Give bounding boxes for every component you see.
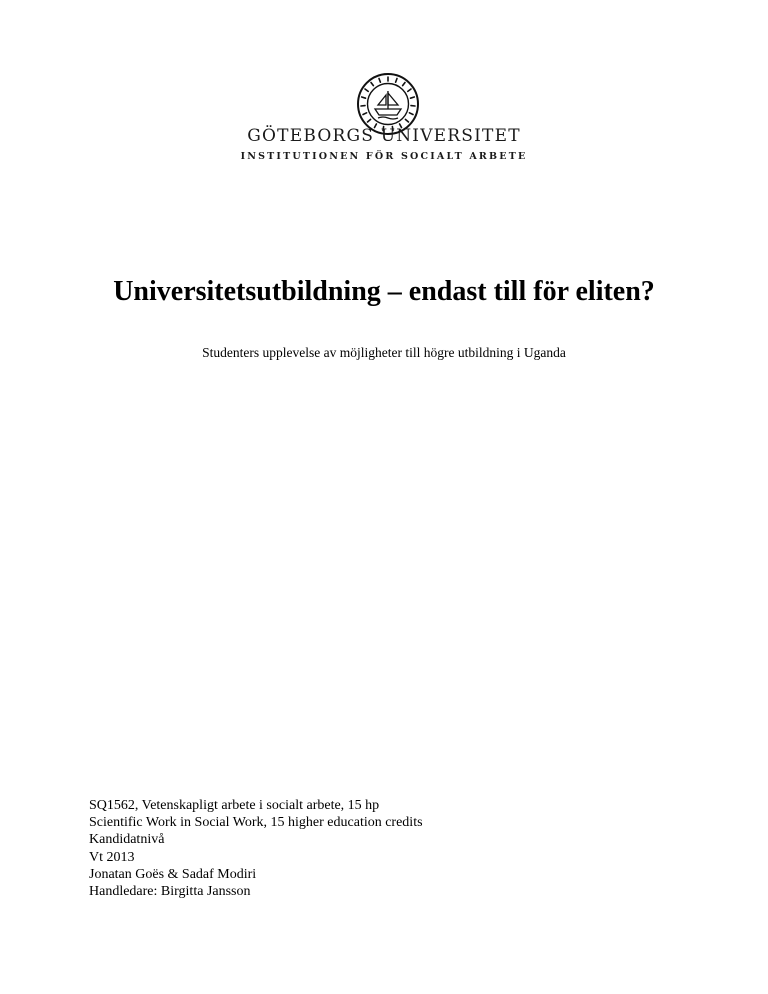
- supervisor-line: Handledare: Birgitta Jansson: [89, 884, 251, 900]
- thesis-title: Universitetsutbildning – endast till för eliten?: [113, 276, 655, 307]
- thesis-metadata: [89, 797, 423, 900]
- institution-name: INSTITUTIONEN FÖR SOCIALT ARBETE: [240, 151, 528, 162]
- term-line: Vt 2013: [89, 849, 135, 865]
- course-code-line: SQ1562, Vetenskapligt arbete i socialt arbete, 15 hp: [89, 798, 380, 813]
- course-english-line: Scientific Work in Social Work, 15 higher education credits: [89, 815, 423, 831]
- university-name: GÖTEBORGS UNIVERSITET: [247, 126, 521, 146]
- thesis-subtitle: Studenters upplevelse av möjligheter till högre utbildning i Uganda: [202, 345, 566, 360]
- authors-line: Jonatan Goës & Sadaf Modiri: [89, 866, 257, 882]
- level-line: Kandidatnivå: [89, 832, 165, 848]
